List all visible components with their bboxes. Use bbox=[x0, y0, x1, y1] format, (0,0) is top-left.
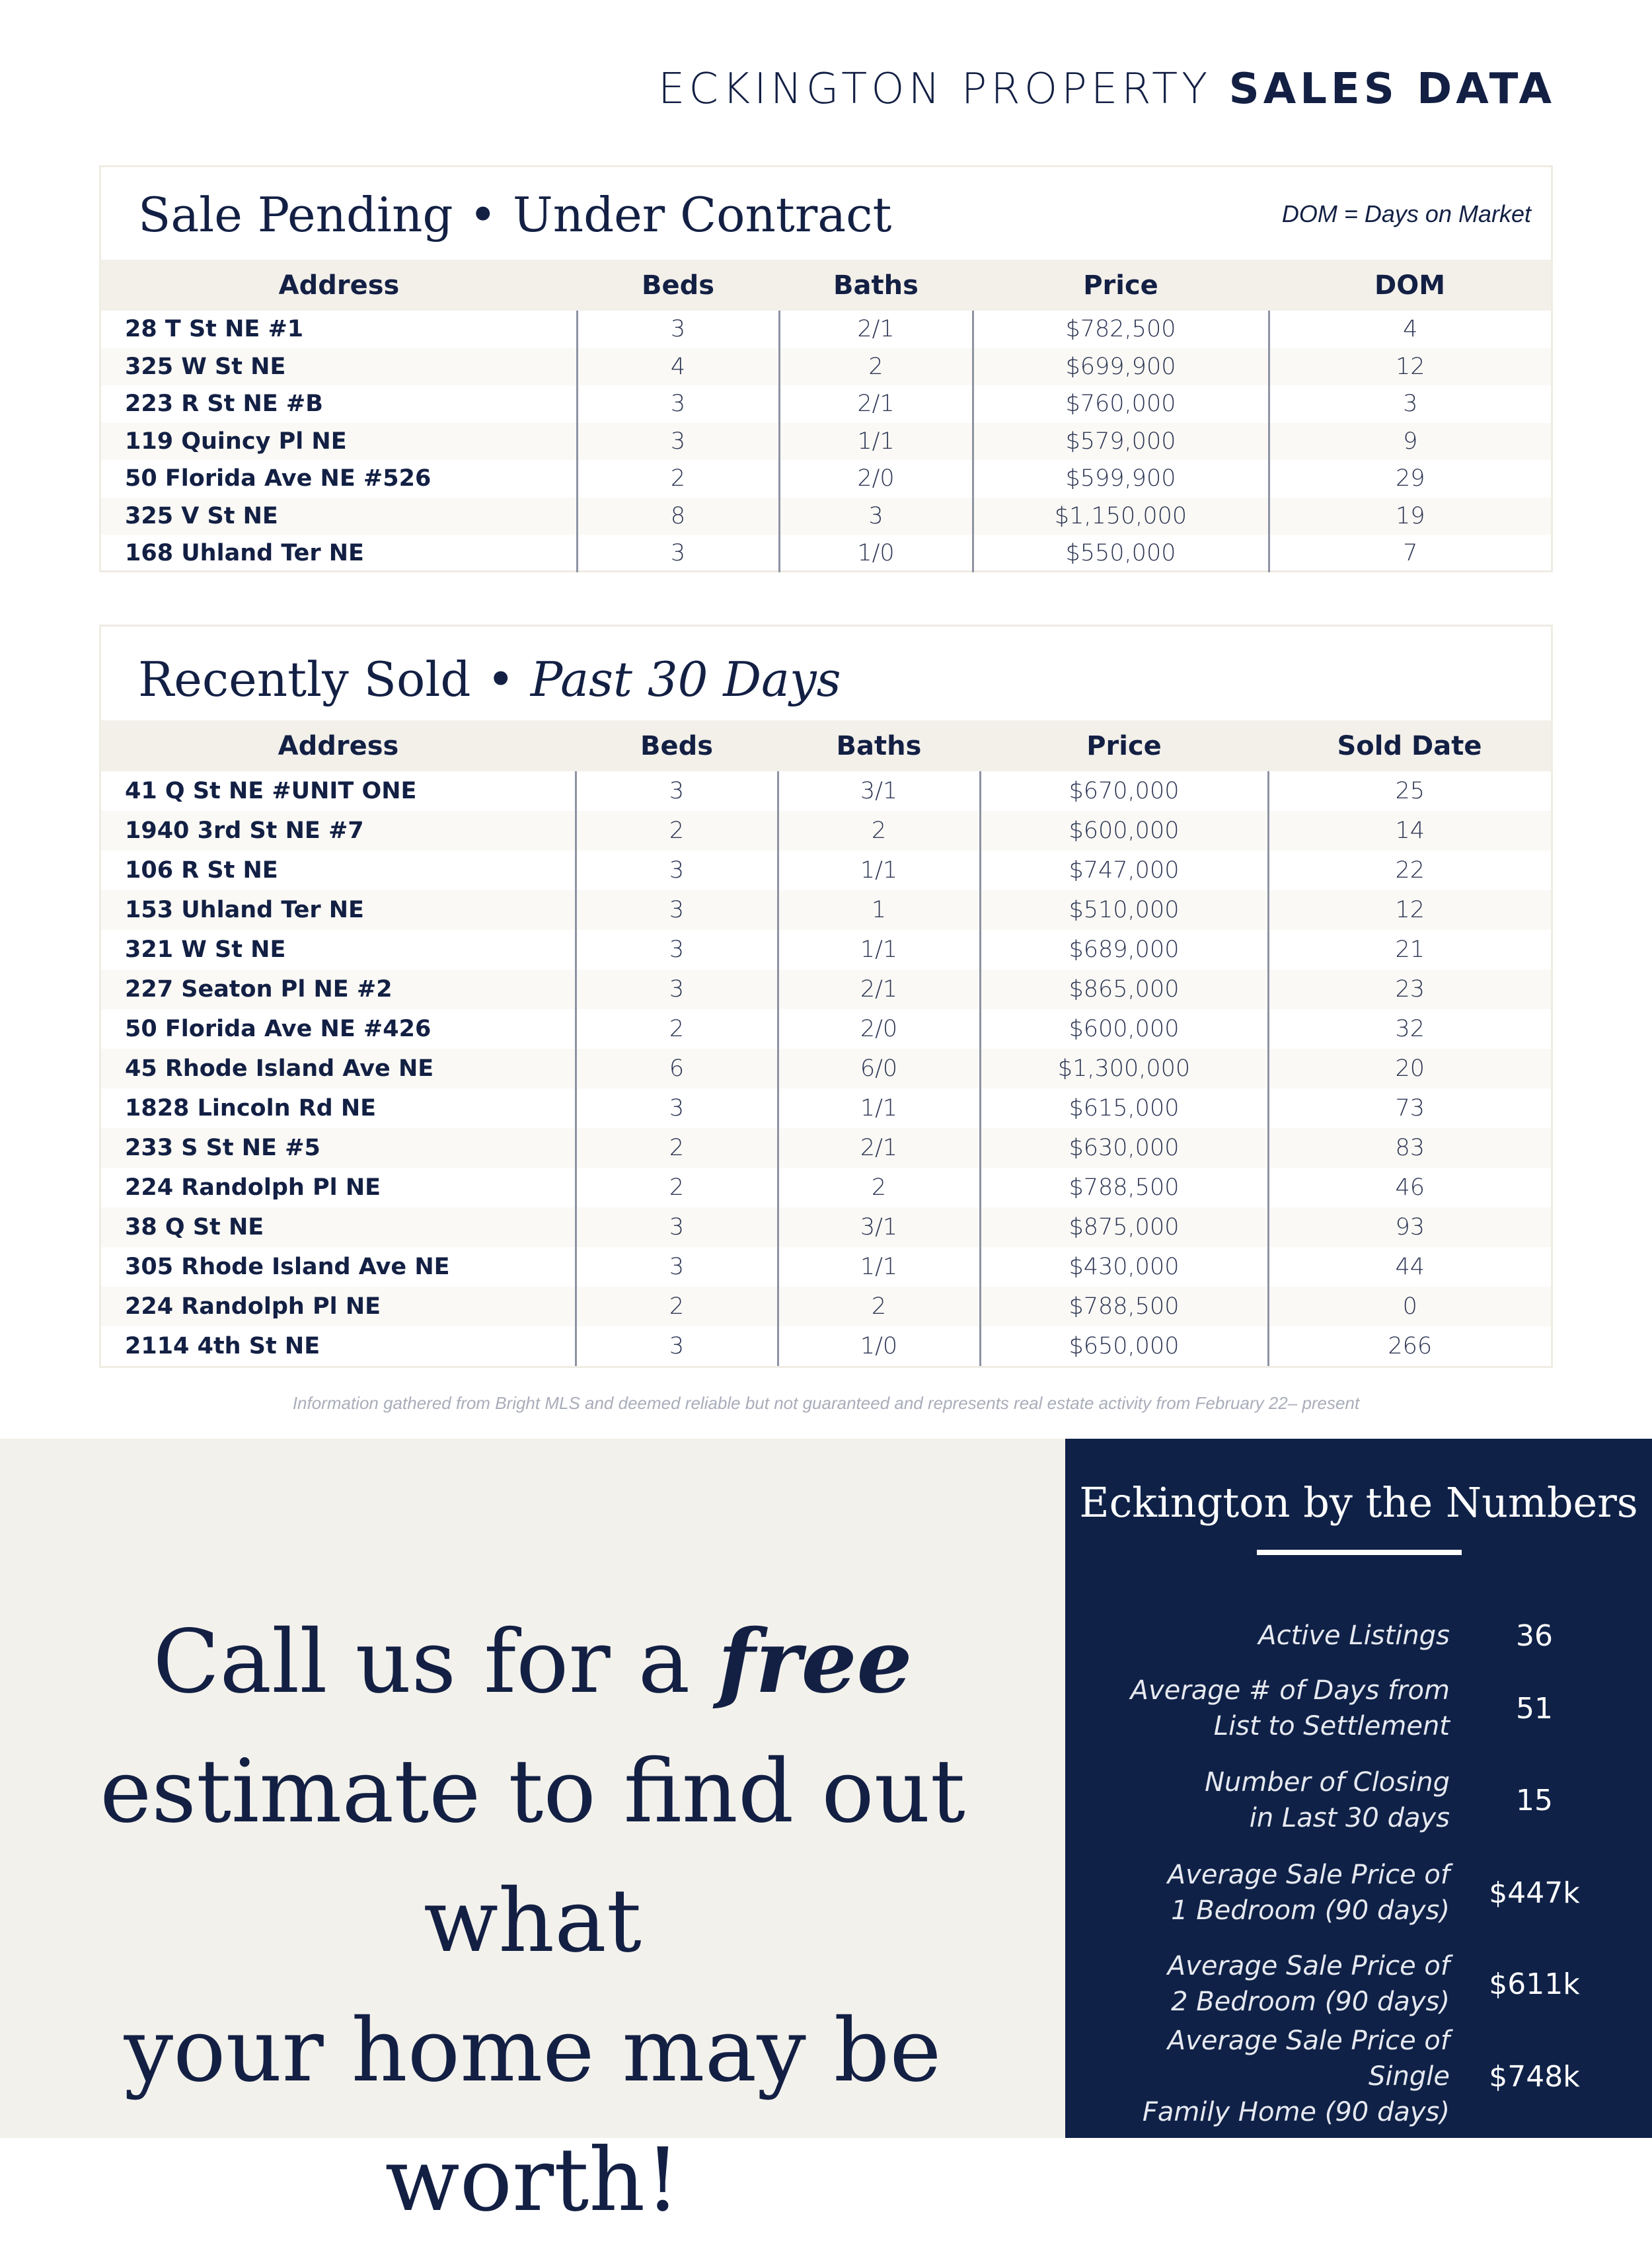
cell-price: $689,000 bbox=[980, 930, 1268, 970]
cell-price: $579,000 bbox=[973, 423, 1269, 461]
disclaimer: Information gathered from Bright MLS and deemed reliable but not guaranteed and represents real estate activity from February 22– present bbox=[292, 1393, 1360, 1413]
stat-label-line-1: Average Sale Price of bbox=[1167, 1860, 1450, 1890]
cell-price: $747,000 bbox=[980, 851, 1268, 890]
col-header-baths: Baths bbox=[778, 720, 980, 771]
table-row bbox=[101, 970, 1551, 1009]
cell-last: 12 bbox=[1268, 890, 1551, 930]
cell-price: $875,000 bbox=[980, 1207, 1268, 1247]
sold-title bbox=[138, 652, 841, 707]
numbers-title: Eckington by the Numbers bbox=[1079, 1478, 1638, 1527]
cell-last: 21 bbox=[1268, 930, 1551, 970]
cell-beds: 8 bbox=[577, 498, 779, 535]
cell-price: $600,000 bbox=[980, 811, 1268, 851]
col-header-beds: Beds bbox=[576, 720, 778, 771]
stat-row bbox=[1065, 1856, 1652, 1929]
stat-row bbox=[1065, 1948, 1652, 2020]
cell-address: 223 R St NE #B bbox=[125, 391, 323, 418]
header-light: ECKINGTON PROPERTY bbox=[657, 65, 1212, 114]
cell-last: 46 bbox=[1268, 1168, 1551, 1207]
table-row bbox=[101, 1326, 1551, 1366]
table-row bbox=[101, 348, 1551, 386]
col-header-address: Address bbox=[101, 720, 576, 771]
stat-label-text bbox=[1080, 2023, 1450, 2130]
stat-value: 51 bbox=[1516, 1691, 1553, 1726]
table-row bbox=[101, 851, 1551, 890]
cell-beds: 2 bbox=[576, 1287, 778, 1326]
cell-beds: 2 bbox=[576, 1168, 778, 1207]
sale-pending-panel bbox=[99, 165, 1553, 572]
cell-price: $650,000 bbox=[980, 1326, 1268, 1366]
cell-baths: 2/1 bbox=[778, 970, 980, 1009]
cell-baths: 3/1 bbox=[778, 771, 980, 811]
cell-address: 153 Uhland Ter NE bbox=[101, 890, 576, 930]
cell-beds: 2 bbox=[576, 811, 778, 851]
cell-address: 325 W St NE bbox=[101, 348, 577, 386]
cell-baths: 2/1 bbox=[778, 1128, 980, 1168]
cell-baths: 2/0 bbox=[778, 1009, 980, 1049]
cell-price: $630,000 bbox=[980, 1128, 1268, 1168]
cell-price: $510,000 bbox=[980, 890, 1268, 930]
table-row bbox=[101, 1247, 1551, 1287]
cell-price: $865,000 bbox=[980, 970, 1268, 1009]
col-header-price: Price bbox=[980, 720, 1268, 771]
cell-last: 23 bbox=[1268, 970, 1551, 1009]
cell-last: 7 bbox=[1269, 535, 1551, 572]
cell-price: $788,500 bbox=[980, 1168, 1268, 1207]
cell-last: 4 bbox=[1269, 311, 1551, 348]
table-row bbox=[101, 385, 1551, 423]
cell-last: 44 bbox=[1268, 1247, 1551, 1287]
cell-address: 119 Quincy Pl NE bbox=[101, 423, 577, 461]
stat-label-line-1: Average Sale Price of Single bbox=[1167, 2026, 1450, 2092]
cta-line-2: estimate to find out what bbox=[100, 1741, 965, 1972]
cell-last: 73 bbox=[1268, 1088, 1551, 1128]
cta-text bbox=[0, 1597, 1065, 2245]
numbers-panel bbox=[1065, 1439, 1652, 2138]
col-header-dom: DOM bbox=[1269, 260, 1551, 311]
cell-last: 19 bbox=[1269, 498, 1551, 535]
recently-sold-panel bbox=[99, 625, 1553, 1368]
cell-address: 106 R St NE bbox=[125, 857, 278, 884]
table-row bbox=[101, 811, 1551, 851]
sold-title-main: Recently Sold bbox=[138, 652, 471, 707]
table-row bbox=[101, 1168, 1551, 1207]
stat-row bbox=[1065, 1672, 1652, 1745]
cell-baths: 1 bbox=[778, 890, 980, 930]
cell-beds: 4 bbox=[577, 348, 779, 386]
table-row bbox=[101, 460, 1551, 498]
cell-beds: 3 bbox=[577, 423, 779, 461]
pending-title-separator: • bbox=[469, 187, 498, 243]
page-header bbox=[658, 65, 1556, 114]
cell-baths: 3/1 bbox=[778, 1207, 980, 1247]
cell-address: 233 S St NE #5 bbox=[101, 1128, 576, 1168]
cell-baths: 1/1 bbox=[778, 1088, 980, 1128]
table-row bbox=[101, 535, 1551, 572]
sold-title-sub: Past 30 Days bbox=[530, 652, 841, 707]
sold-header-row bbox=[101, 720, 1551, 771]
cell-last: 0 bbox=[1268, 1287, 1551, 1326]
stat-value: $611k bbox=[1489, 1967, 1580, 2001]
table-row bbox=[101, 311, 1551, 348]
cta-panel bbox=[0, 1439, 1065, 2231]
stat-label-text bbox=[1168, 1857, 1450, 1928]
cell-baths: 1/0 bbox=[779, 535, 973, 572]
stat-label-line-1: Active Listings bbox=[1258, 1620, 1450, 1651]
cell-beds: 3 bbox=[576, 771, 778, 811]
pending-title-main: Sale Pending bbox=[138, 187, 453, 243]
col-header-baths: Baths bbox=[779, 260, 973, 311]
cell-price: $615,000 bbox=[980, 1088, 1268, 1128]
cell-beds: 3 bbox=[577, 311, 779, 348]
sold-title-separator: • bbox=[486, 652, 515, 707]
cell-address: 321 W St NE bbox=[125, 936, 286, 963]
stat-label-line-1: Number of Closing bbox=[1205, 1767, 1450, 1798]
col-header-beds: Beds bbox=[577, 260, 779, 311]
stat-label-text bbox=[1168, 1948, 1450, 2020]
cell-address: 325 V St NE bbox=[101, 498, 577, 535]
cell-baths: 2/1 bbox=[779, 385, 973, 423]
cell-baths: 2 bbox=[778, 1168, 980, 1207]
cell-beds: 3 bbox=[576, 851, 778, 890]
stat-value: 15 bbox=[1516, 1783, 1553, 1817]
table-row bbox=[101, 1287, 1551, 1326]
cell-beds: 3 bbox=[576, 1088, 778, 1128]
cell-price: $599,900 bbox=[973, 460, 1269, 498]
table-row bbox=[101, 890, 1551, 930]
cell-last: 9 bbox=[1269, 423, 1551, 461]
cell-address: 1940 3rd St NE #7 bbox=[101, 811, 576, 851]
stat-label bbox=[1080, 2026, 1450, 2127]
cell-price: $1,150,000 bbox=[973, 498, 1269, 535]
cell-last: 83 bbox=[1268, 1128, 1551, 1168]
cell-address: 38 Q St NE bbox=[101, 1207, 576, 1247]
stat-value: 36 bbox=[1516, 1618, 1553, 1653]
cell-address: 2114 4th St NE bbox=[125, 1333, 320, 1359]
stat-label bbox=[1080, 1948, 1450, 2020]
sold-table bbox=[101, 720, 1551, 1366]
cell-price: $1,300,000 bbox=[980, 1049, 1268, 1088]
cell-last: 266 bbox=[1268, 1326, 1551, 1366]
pending-table bbox=[101, 260, 1551, 572]
stat-label bbox=[1080, 1672, 1450, 1745]
stat-label-line-1: Average # of Days from bbox=[1130, 1675, 1450, 1706]
cell-beds: 3 bbox=[576, 1326, 778, 1366]
table-row bbox=[101, 771, 1551, 811]
cell-beds: 3 bbox=[576, 970, 778, 1009]
table-row bbox=[101, 498, 1551, 535]
stat-row bbox=[1065, 1599, 1652, 1672]
stat-label bbox=[1080, 1764, 1450, 1837]
cell-price: $699,900 bbox=[973, 348, 1269, 386]
cell-beds: 6 bbox=[576, 1049, 778, 1088]
cell-baths: 1/0 bbox=[778, 1326, 980, 1366]
cell-beds: 3 bbox=[576, 930, 778, 970]
cell-baths: 2/0 bbox=[779, 460, 973, 498]
stat-label-line-2: Family Home (90 days) bbox=[1142, 2097, 1450, 2127]
table-row bbox=[101, 1088, 1551, 1128]
cell-beds: 3 bbox=[576, 1247, 778, 1287]
cell-baths: 1/1 bbox=[778, 1247, 980, 1287]
cell-price: $550,000 bbox=[973, 535, 1269, 572]
cell-baths: 2 bbox=[778, 1287, 980, 1326]
pending-title bbox=[138, 187, 891, 243]
pending-header-row bbox=[101, 260, 1551, 311]
cell-baths: 2 bbox=[778, 811, 980, 851]
stat-row bbox=[1065, 1764, 1652, 1837]
cell-beds: 3 bbox=[576, 1207, 778, 1247]
table-row bbox=[101, 1128, 1551, 1168]
cell-price: $788,500 bbox=[980, 1287, 1268, 1326]
cell-beds: 3 bbox=[576, 890, 778, 930]
cell-last: 12 bbox=[1269, 348, 1551, 386]
cell-baths: 2 bbox=[779, 348, 973, 386]
stat-label-line-2: 2 Bedroom (90 days) bbox=[1171, 1987, 1450, 2017]
cell-baths: 1/1 bbox=[778, 930, 980, 970]
stat-row bbox=[1065, 2026, 1652, 2127]
cell-last: 25 bbox=[1268, 771, 1551, 811]
stat-label-line-2: 1 Bedroom (90 days) bbox=[1171, 1895, 1450, 1926]
cell-beds: 2 bbox=[576, 1128, 778, 1168]
header-bold: SALES DATA bbox=[1228, 65, 1556, 114]
cell-price: $782,500 bbox=[973, 311, 1269, 348]
cell-last: 93 bbox=[1268, 1207, 1551, 1247]
cell-address: 305 Rhode Island Ave NE bbox=[125, 1254, 450, 1280]
cell-address: 1828 Lincoln Rd NE bbox=[125, 1095, 377, 1122]
table-row bbox=[101, 1049, 1551, 1088]
cell-address: 224 Randolph Pl NE bbox=[125, 1174, 381, 1201]
stat-value: $748k bbox=[1489, 2059, 1580, 2094]
cta-line-1-text: Call us for a bbox=[153, 1611, 718, 1713]
stat-label-text bbox=[1205, 1765, 1450, 1836]
cell-beds: 2 bbox=[576, 1009, 778, 1049]
stat-label-text bbox=[1131, 1673, 1450, 1744]
cell-baths: 1/1 bbox=[779, 423, 973, 461]
col-header-address: Address bbox=[101, 260, 577, 311]
stat-label-line-1: Average Sale Price of bbox=[1167, 1951, 1450, 1981]
stat-label-line-2: in Last 30 days bbox=[1249, 1803, 1450, 1833]
cell-address: 28 T St NE #1 bbox=[125, 316, 304, 343]
cell-price: $600,000 bbox=[980, 1009, 1268, 1049]
table-row bbox=[101, 1009, 1551, 1049]
stat-label-line-2: List to Settlement bbox=[1213, 1711, 1450, 1741]
table-row bbox=[101, 930, 1551, 970]
cta-emphasis: free bbox=[718, 1611, 913, 1713]
stat-value: $447k bbox=[1489, 1876, 1580, 1910]
cell-beds: 3 bbox=[577, 535, 779, 572]
cell-address: 45 Rhode Island Ave NE bbox=[101, 1049, 576, 1088]
cell-baths: 1/1 bbox=[778, 851, 980, 890]
cell-last: 22 bbox=[1268, 851, 1551, 890]
cell-address: 50 Florida Ave NE #526 bbox=[125, 465, 432, 492]
cell-last: 20 bbox=[1268, 1049, 1551, 1088]
cell-baths: 6/0 bbox=[778, 1049, 980, 1088]
cell-last: 14 bbox=[1268, 811, 1551, 851]
cell-address: 168 Uhland Ter NE bbox=[125, 540, 364, 567]
cell-address: 50 Florida Ave NE #426 bbox=[125, 1016, 432, 1042]
cell-last: 3 bbox=[1269, 385, 1551, 423]
stat-label bbox=[1080, 1856, 1450, 1929]
cell-beds: 2 bbox=[577, 460, 779, 498]
cell-last: 29 bbox=[1269, 460, 1551, 498]
cta-line-1 bbox=[0, 1597, 1065, 1727]
dom-note: DOM = Days on Market bbox=[1281, 200, 1531, 227]
cta-line-3: your home may be worth! bbox=[124, 2000, 942, 2231]
col-header-price: Price bbox=[973, 260, 1269, 311]
cell-price: $670,000 bbox=[980, 771, 1268, 811]
title-divider bbox=[1257, 1550, 1462, 1555]
stat-label bbox=[1080, 1599, 1450, 1672]
pending-title-sub: Under Contract bbox=[513, 187, 892, 243]
col-header-sold-date: Sold Date bbox=[1268, 720, 1551, 771]
stat-label-text bbox=[1258, 1618, 1450, 1654]
cell-baths: 2/1 bbox=[779, 311, 973, 348]
cell-address: 227 Seaton Pl NE #2 bbox=[101, 970, 576, 1009]
cell-baths: 3 bbox=[779, 498, 973, 535]
cell-price: $760,000 bbox=[973, 385, 1269, 423]
table-row bbox=[101, 1207, 1551, 1247]
cell-address: 41 Q St NE #UNIT ONE bbox=[125, 778, 417, 804]
cell-beds: 3 bbox=[577, 385, 779, 423]
cell-last: 32 bbox=[1268, 1009, 1551, 1049]
table-row bbox=[101, 423, 1551, 461]
cell-address: 224 Randolph Pl NE bbox=[101, 1287, 576, 1326]
cell-price: $430,000 bbox=[980, 1247, 1268, 1287]
